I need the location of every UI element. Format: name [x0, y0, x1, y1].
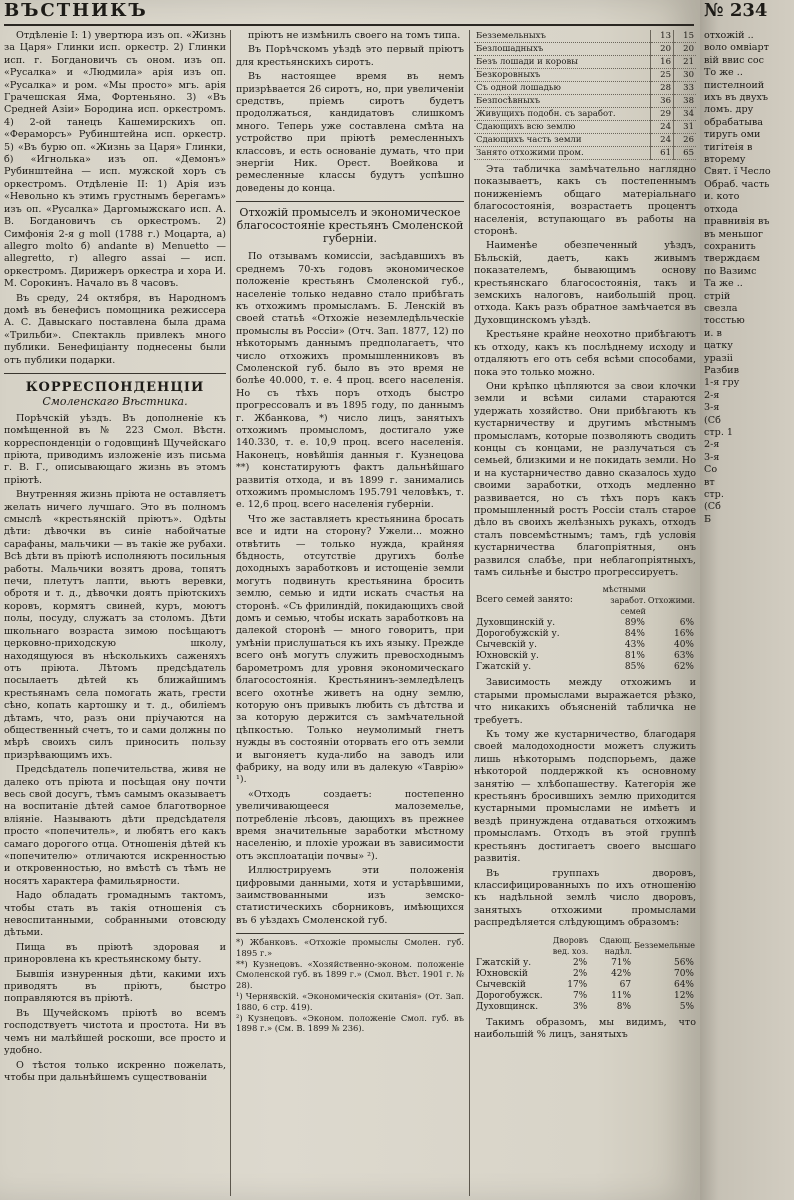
- paragraph: Бывшія изнуренныя дѣти, какими ихъ приводятъ въ пріютъ, быстро поправляются въ пріютѣ.: [4, 968, 226, 1005]
- text-line: тосстью: [704, 315, 745, 327]
- text-line: стр.: [704, 489, 724, 501]
- divider: [4, 373, 226, 374]
- paragraph: Эта табличка замѣчательно наглядно показываетъ, какъ съ постепеннымъ пониженіемъ общаго матеріальнаго благосостоянія, возрастаетъ процентъ населенія, вступающаго въ работы на сторонѣ.: [474, 164, 696, 238]
- table-cell: 21: [674, 56, 697, 69]
- footnote: *) Жбанковъ. «Отхожіе промыслы Смолен. губ. 1895 г.»: [236, 937, 464, 958]
- yard-table: [474, 934, 696, 1013]
- paragraph: Въ настоящее время въ немъ призрѣвается 26 сиротъ, но, при увеличеніи средствъ, пріемъ сиротъ будетъ продолжаться, кандидатовъ слишкомъ много. Теперь уже составлена смѣта на устройство при пріютѣ ремесленныхъ классовъ, и есть основаніе думать, что при энергіи Ник. Орест. Воейкова и ремесленные классы будутъ успѣшно доведены до конца.: [236, 71, 464, 194]
- paragraph: Въ Щучейскомъ пріютѣ во всемъ господствуетъ чистота и простота. Ни въ чемъ ни малѣйшей роскоши, все просто и удобно.: [4, 1007, 226, 1057]
- paragraph: Наименѣе обезпеченный уѣздъ, Бѣльскій, даетъ, какъ живымъ показателемъ, бывающимъ основу крестьянскаго благосостоянія, такъ и земскихъ налоговъ, наибольшій проц. отхода. Какъ разъ обратное замѣчается въ Духовщинскомъ уѣздѣ.: [474, 240, 696, 326]
- yard-col-b: Сдающ. надѣл.: [599, 935, 633, 956]
- text-line: 3-я: [704, 402, 720, 414]
- analysis-text: [474, 164, 696, 579]
- table-row: [474, 958, 696, 969]
- table-row: [474, 69, 696, 82]
- table-cell: 17%: [567, 979, 588, 990]
- table-cell: Духовщинскій у.: [476, 618, 556, 629]
- table-cell: 36: [651, 95, 674, 108]
- table-cell: 33: [674, 82, 697, 95]
- paragraph: Отдѣленіе I: 1) увертюра изъ оп. «Жизнь за Царя» Глинки исп. оркестр. 2) Глинки исп. г. Богдановичъ съ оном. изъ оп. «Русалка» и «Людмила» арія изъ оп. «Русалка» и ром. «Мы просто» мгь. арія Грачешская Яма, Фортеньяно. 3) «Въ Средней Азіи» Бородина исп. оркестромъ. 4) 2-ой танецъ Кашемирскихъ оп. «Фераморсъ» Рубинштейна исп. оркестр. 5) «Въ бурю оп. «Жизнь за Царя» Глинки, б) «Игнолька» изъ оп. «Демонъ» Рубинштейна — исп. мужской хоръ съ оркестромъ. Отдѣленіе II: 1) Арія изъ «Невольно къ этимъ грустнымъ берегамъ» изъ оп. «Русалка» Даргомыжскаго исп. А. В. Богдановичъ съ оркестромъ. 2) Симфонія 2-я g moll (1788 г.) Моцарта, а) allegro molto б) andante в) Menuetto — allegretto, г) allegro assai — исп. оркестромъ. Дирижеръ оркестра и хора И. М. Сорокинъ. Начало въ 8 часовъ.: [4, 30, 226, 290]
- table-cell: 43%: [624, 640, 645, 651]
- table-cell: 7%: [572, 990, 588, 1001]
- table-cell: 29: [651, 108, 674, 121]
- paragraph: Надо обладать громаднымъ тактомъ, чтобы стать въ такія отношенія съ невоспитанными, собранными отовсюду дѣтьми.: [4, 890, 226, 939]
- table-cell: Сычевскій у.: [476, 640, 537, 651]
- section-subtitle: Смоленскаго Вѣстника.: [42, 395, 188, 409]
- footnote: **) Кузнецовъ. «Хозяйственно-эконом. положеніе Смоленской губ. въ 1899 г.» (Смол. Вѣст. 1901 г. № 28).: [236, 959, 464, 990]
- paragraph: Въ среду, 24 октября, въ Народномъ домѣ въ бенефисъ помощника режиссера А. С. Давыскаго поставлена была драма «Трильби». Спектакль привлекъ много публики. Бенефиціанту поднесены были отъ публики подарки.: [4, 292, 226, 366]
- ratio-table: [474, 30, 696, 160]
- text-line: въ меньшог: [704, 228, 764, 240]
- table-cell: Дорогобужск.: [476, 990, 543, 1001]
- text-line: отхожій ..: [704, 30, 754, 41]
- percent-col-otkhod: Отхожими.: [647, 596, 695, 606]
- table-row: [474, 651, 696, 662]
- paragraph: Они крѣпко цѣпляются за свои клочки земли и всѣми силами стараются удержать хозяйство. Они прибѣгаютъ къ кустарничеству и другимъ мѣстнымъ промысламъ, которые позволяютъ сводить концы съ концами, не разлучаться съ семьей, близкими и не покидать земли. Но и на кустарничество давно сказалось худо своими заработки, отходъ медленно развивается, но съ тѣхъ поръ какъ промышленный ростъ Россіи сталъ старое дѣло въ своихъ желѣзныхъ рукахъ, отходъ сталъ повсемѣстнымъ; тамъ, гдѣ условія кустарничества благопріятныя, онъ развился слабѣе, при неблагопріятныхъ, тамъ сильнѣе и быстро прогрессируетъ.: [474, 380, 696, 578]
- table-row: [474, 43, 696, 56]
- table-row: [474, 82, 696, 95]
- table-row: [474, 134, 696, 147]
- paragraph: Къ тому же кустарничество, благодаря своей малодоходности можетъ служить лишь нѣкоторымъ подспорьемъ, даже нѣкоторой поддержкой къ основному занятію — хлѣбопашеству. Категорія же крестьянъ бросившихъ землю приходится кустарными промыслами не имѣетъ и вездѣ принуждена отдаваться отхожимъ промысламъ. Отходъ въ этой группѣ крестьянъ достигаетъ своего высшаго развитія.: [474, 729, 696, 865]
- table-row: [474, 629, 696, 640]
- column-3: [474, 30, 696, 1196]
- text-line: и. в: [704, 327, 722, 339]
- table-cell: 24: [651, 121, 674, 134]
- table-cell: 15: [674, 30, 697, 43]
- table-cell: 20: [674, 43, 697, 56]
- paragraph: Что же заставляетъ крестьянина бросать все и идти на сторону? Ужели... можно отвѣтить — только нужда, крайняя бѣдность, отсутствіе другихъ болѣе доходныхъ заработковъ и истощеніе земли могутъ подвинуть крестьянина бросить землю, семью и идти искать счастья на сторонѣ. «Съ фрилиндій, покидающихъ свой домъ и семью, чтобы искать заработковъ на далекой сторонѣ — много говоритъ, при умѣніи прислушаться къ ихъ языку. Прежде всего онѣ могутъ служить превосходнымъ барометромъ для уровня экономическаго благосостоянія. Крестьянинъ-земледѣлецъ всего охотнѣе живетъ на одну землю, которую онъ привыкъ любить съ дѣтства и за которую держится съ замѣчательной цѣпкостью. Только неумолимый гнетъ нужды въ состояніи оторвать его отъ земли и выгоняетъ куда-либо на заводъ или фабрику, на воду или въ далекую «Таврію» ¹).: [236, 513, 464, 786]
- facing-page: [700, 0, 794, 1200]
- table-row: [474, 662, 696, 673]
- percent-table-caption: Всего семей занято:: [476, 595, 573, 606]
- table-cell: Юхновскій у.: [476, 651, 539, 662]
- text-line: обрабатыва: [704, 116, 763, 128]
- paragraph: Предсѣдатель попечительства, живя не далеко отъ пріюта и посѣщая ону почти весь свой досугъ, тѣмъ самымъ оказываетъ на воспитаніе дѣтей самое благотворное вліяніе. Называютъ дѣти предсѣдателя просто «попечитель», и любятъ его какъ самаго дорогого отца. Отношенія дѣтей къ «попечителю» отличаются искренностью и откровенностью, но вмѣстѣ съ тѣмъ не носятъ характера фамильярности.: [4, 764, 226, 887]
- text-line: Разбив: [704, 364, 739, 376]
- table-cell: 89%: [624, 618, 645, 629]
- text-line: воло омвіарт: [704, 42, 769, 54]
- text-line: 2-я: [704, 439, 720, 451]
- table-cell: Сдающихъ всю землю: [474, 121, 651, 134]
- yard-col-a: Дворовъ вед. хоз.: [552, 935, 589, 956]
- table-row: [474, 30, 696, 43]
- text-line: (Сб: [704, 501, 721, 513]
- table-cell: 3%: [572, 1001, 588, 1012]
- analysis-text-2: [474, 677, 696, 929]
- table-cell: 63%: [673, 651, 694, 662]
- table-row: [474, 147, 696, 160]
- text-line: сохранить: [704, 240, 756, 252]
- table-row: [474, 121, 696, 134]
- paragraph: «Отходъ создаетъ: постепенно увеличивающееся малоземелье, потребленіе лѣсовъ, дающихъ въ прежнее время значительные заработки мѣстному населенію, и плохіе урожаи въ зависимости отъ эксплоатаціи почвы» ²).: [236, 788, 464, 862]
- table-cell: Безкоровныхъ: [474, 69, 651, 82]
- text-line: 3-я: [704, 451, 720, 463]
- closing-line: Такимъ образомъ, мы видимъ, что наибольшій % лицъ, занятыхъ: [474, 1016, 696, 1040]
- table-cell: 13: [651, 30, 674, 43]
- yard-table-header: [474, 934, 696, 958]
- text-line: ломъ. дру: [704, 104, 754, 116]
- correspondence-body: [4, 413, 226, 1085]
- table-row: [474, 640, 696, 651]
- paragraph: Пища въ пріютѣ здоровая и приноровлена къ крестьянскому быту.: [4, 941, 226, 966]
- paragraph: Въ группахъ дворовъ, классифицированныхъ по ихъ отношенію къ надѣльной землѣ число дворовъ, занятыхъ отхожими промыслами распредѣляется слѣдующимъ образомъ:: [474, 867, 696, 929]
- text-line: Б: [704, 513, 712, 525]
- text-line: Обраб. часть: [704, 178, 770, 190]
- table-cell: 20: [651, 43, 674, 56]
- text-line: свезла: [704, 302, 738, 314]
- table-cell: Юхновскій: [476, 968, 528, 979]
- text-line: Свят. ї Чесло: [704, 166, 771, 178]
- table-cell: 16%: [673, 629, 694, 640]
- table-cell: 42%: [611, 968, 632, 979]
- table-cell: Безлошадныхъ: [474, 43, 651, 56]
- paragraph: О тѣстоя только искренно пожелать, чтобы при дальнѣйшемъ существованіи: [4, 1059, 226, 1083]
- table-row: [474, 991, 696, 1002]
- table-cell: Безпосѣвныхъ: [474, 95, 651, 108]
- column-rule: [469, 30, 470, 1196]
- table-cell: 84%: [624, 629, 645, 640]
- text-line: 1-я гру: [704, 377, 740, 389]
- table-cell: Безъ лошади и коровы: [474, 56, 651, 69]
- footnote: ¹) Чернявскій. «Экономическія скитанія» (От. Зап. 1880, 6 стр. 419).: [236, 991, 464, 1012]
- text-line: по Вазимс: [704, 265, 757, 277]
- table-cell: 2%: [572, 957, 588, 968]
- table-row: [474, 56, 696, 69]
- table-cell: 31: [674, 121, 697, 134]
- text-line: тигітеія в: [704, 141, 753, 153]
- table-row: [474, 108, 696, 121]
- text-line: правнивія въ: [704, 216, 770, 228]
- table-cell: 62%: [673, 662, 694, 673]
- table-cell: Занято отхожими пром.: [474, 147, 651, 160]
- section-title: КОРРЕСПОНДЕНЦІИ: [25, 379, 205, 395]
- table-cell: 64%: [673, 979, 694, 990]
- table-cell: Духовщинск.: [476, 1001, 539, 1012]
- paragraph: По отзывамъ комиссіи, засѣдавшихъ въ среднемъ 70-хъ годовъ экономическое положеніе крестьянъ Смоленской губ., населеніе только недавно стало прибѣгать къ отхожимъ промысламъ. Б. Ленскій въ своей статьѣ «Отхожіе неземледѣльческіе промыслы въ Россіи» (Отч. Зап. 1877, 12) по нѣкоторымъ даннымъ предполагаетъ, что число отхожихъ промышленниковъ въ Смоленской губ. было въ это время не болѣе 40.000, т. е. 4 проц. всего населенія. Но съ тѣхъ поръ отходъ быстро прогрессовалъ и въ 1895 году, по даннымъ г. Жбанкова, *) число лицъ, занятыхъ отхожимъ промысломъ, достигало уже 140.330, т. е. 10,9 проц. всего населенія. Наконецъ, новѣйшія данныя г. Кузнецова **) констатируютъ фактъ дальнѣйшаго развитія отхода, и въ 1899 г. занимались отхожимъ промысломъ 195.791 человѣкъ, т. е. 12,6 проц. всего населенія губерніи.: [236, 251, 464, 511]
- text-line: уразіі: [704, 352, 733, 364]
- table-cell: Гжатскій у.: [476, 662, 532, 673]
- concert-program: [4, 30, 226, 367]
- table-cell: Живущихъ подобн. съ заработ.: [474, 108, 651, 121]
- facing-text: [704, 30, 792, 1196]
- paragraph: Иллюстрируемъ эти положенія цифровыми данными, хотя и устарѣвшими, заимствованными изъ земско-статистическихъ сборниковъ, имѣющихся въ 6 уѣздахъ Смоленской губ.: [236, 865, 464, 926]
- text-line: вторему: [704, 154, 746, 166]
- text-line: стр. 1: [704, 427, 734, 438]
- yard-col-c: Безземельные: [634, 941, 695, 951]
- table-cell: Сдающихъ часть земли: [474, 134, 651, 147]
- table-cell: Сычевскій: [476, 979, 526, 990]
- table-cell: 81%: [624, 651, 645, 662]
- table-cell: Дорогобужскій у.: [476, 629, 560, 640]
- table-cell: 56%: [673, 957, 694, 968]
- table-cell: 5%: [679, 1001, 694, 1012]
- text-line: ихъ въ двухъ: [704, 92, 768, 104]
- paragraph: Внутренняя жизнь пріюта не оставляетъ желать ничего лучшаго. Это въ полномъ смыслѣ «крестьянскій пріютъ». Одѣты дѣти: дѣвочки въ синіе набойчатые сарафаны, мальчики — въ такіе же рубахи. Всѣ дѣти въ пріютѣ исполняютъ посильныя работы. Мальчики возятъ дрова, топятъ печи, плетутъ лапти, вьютъ веревки, обротя и т. д., дѣвочки доятъ пріютскихъ коровъ, кормятъ свиней, куръ, моютъ полы, посуду, служатъ за столомъ. Дѣти школьнаго возраста зимою посѣщаютъ церковно-приходскую школу, находящуюся въ нѣсколькихъ саженяхъ отъ пріюта. Лѣтомъ предсѣдатель посылаетъ дѣтей къ ближайшимъ крестьянамъ села помогать жать, грести сѣно, копать картошку и т. д., обиліемъ дѣтамъ, что, разъ они пріучаются на общественный счетъ, то и сами должны по мѣрѣ своихъ силъ приносить пользу призрѣвающимъ ихъ.: [4, 489, 226, 761]
- table-cell: 30: [674, 69, 697, 82]
- table-cell: Гжатскій у.: [476, 957, 532, 968]
- column-rule: [230, 30, 231, 1196]
- table-cell: Безземельныхъ: [474, 30, 651, 43]
- table-cell: 25: [651, 69, 674, 82]
- table-cell: 38: [674, 95, 697, 108]
- percent-table-header: [474, 583, 696, 618]
- text-line: цатку: [704, 340, 733, 352]
- table-cell: 71%: [611, 957, 632, 968]
- paragraph: Зависимость между отхожимъ и старыми промыслами выражается рѣзко, что никакихъ объясненій табличка не требуетъ.: [474, 677, 696, 726]
- footnotes: [236, 933, 464, 1034]
- text-line: То же ..: [704, 67, 743, 79]
- text-line: стрій: [704, 290, 731, 302]
- paragraph: Въ Порѣчскомъ уѣздѣ это первый пріютъ для крестьянскихъ сиротъ.: [236, 44, 464, 68]
- table-row: [474, 618, 696, 629]
- paragraph: Крестьяне крайне неохотно прибѣгаютъ къ отходу, какъ къ послѣднему исходу и отдаляютъ его отъ себя всѣми способами, пока это только можно.: [474, 329, 696, 378]
- article-title: Отхожій промыселъ и экономическое благосостояніе крестьянъ Смоленской губерніи.: [236, 201, 464, 245]
- text-line: вій ввис сос: [704, 54, 765, 66]
- issue-number: № 234: [704, 0, 768, 21]
- masthead-title: ВЪСТНИКЪ: [4, 0, 694, 26]
- text-line: тверждаєм: [704, 253, 760, 265]
- table-cell: 28: [651, 82, 674, 95]
- table-row: [474, 1002, 696, 1013]
- table-cell: 34: [674, 108, 697, 121]
- orphanage-continuation: [236, 30, 464, 195]
- text-line: Та же ..: [704, 278, 743, 290]
- table-cell: 67: [619, 979, 632, 990]
- table-cell: 12%: [673, 990, 694, 1001]
- table-cell: 6%: [679, 618, 694, 629]
- table-row: [474, 95, 696, 108]
- percent-col-local: мѣстными заработ. семей: [602, 585, 646, 617]
- table-row: [474, 969, 696, 980]
- text-line: отхода: [704, 203, 738, 215]
- table-cell: 24: [651, 134, 674, 147]
- table-cell: 8%: [616, 1001, 632, 1012]
- article-body: [236, 251, 464, 927]
- table-row: [474, 980, 696, 991]
- table-cell: 85%: [624, 662, 645, 673]
- footnote: ²) Кузнецовъ. «Эконом. положеніе Смол. губ. въ 1898 г.» (См. В. 1899 № 236).: [236, 1013, 464, 1034]
- table-cell: 70%: [673, 968, 694, 979]
- column-2: [236, 30, 464, 1196]
- text-line: Со: [704, 464, 718, 476]
- paragraph: пріютъ не измѣнилъ своего на томъ типа.: [248, 30, 461, 41]
- table-cell: 26: [674, 134, 697, 147]
- text-line: и. кото: [704, 191, 740, 203]
- table-cell: 65: [674, 147, 697, 160]
- text-line: вт: [704, 476, 715, 488]
- percent-table: [474, 583, 696, 673]
- table-cell: 40%: [673, 640, 694, 651]
- table-cell: 16: [651, 56, 674, 69]
- column-1: [4, 30, 226, 1196]
- paragraph: Порѣчскій уѣздъ. Въ дополненіе къ помѣщенной въ № 223 Смол. Вѣстн. корреспонденціи о годовщинѣ Щучейскаго пріюта, приводимъ изложеніе изъ письма г. В. Г., описывающаго жизнь въ этомъ пріютѣ.: [4, 412, 226, 486]
- text-line: тиругь оми: [704, 129, 761, 141]
- text-line: 2-я: [704, 389, 720, 401]
- table-cell: 2%: [572, 968, 588, 979]
- table-cell: Съ одной лошадью: [474, 82, 651, 95]
- table-cell: 11%: [611, 990, 632, 1001]
- text-line: (Сб: [704, 414, 721, 426]
- text-line: пистелноий: [704, 79, 765, 91]
- table-cell: 61: [651, 147, 674, 160]
